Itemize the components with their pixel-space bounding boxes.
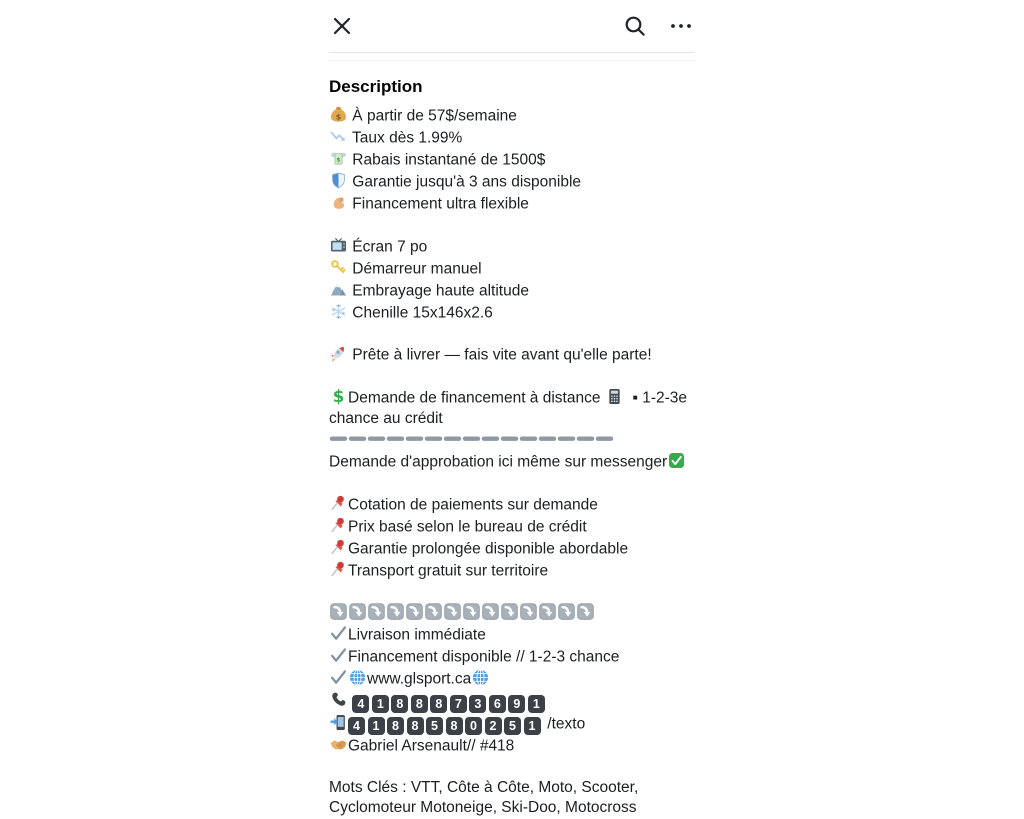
minus-icon	[348, 429, 367, 448]
line-text: Prix basé selon le bureau de crédit	[348, 518, 587, 535]
money-wings-icon	[329, 149, 348, 168]
keycap-digit: 3	[469, 695, 486, 713]
arrow-down-icon	[367, 602, 386, 621]
trend-down-icon	[329, 127, 348, 146]
description-line	[329, 149, 694, 171]
minus-icon	[329, 429, 348, 448]
dollar-icon	[329, 387, 348, 406]
line-text: /texto	[543, 715, 586, 732]
handshake-icon	[329, 735, 348, 754]
keycap-digit: 1	[372, 695, 389, 713]
line-text: Mots Clés : VTT, Côte à Côte, Moto, Scooter,	[329, 778, 639, 796]
sheet-top-edge	[329, 53, 694, 61]
line-text: Livraison immédiate	[348, 626, 486, 644]
line-text: Taux dès 1.99%	[348, 129, 463, 147]
line-text: chance au crédit	[329, 409, 443, 427]
minus-icon	[595, 429, 614, 448]
keycap-digit: 7	[450, 695, 467, 713]
description-line	[329, 646, 694, 668]
search-button[interactable]	[622, 13, 648, 39]
flex-biceps-icon	[329, 193, 348, 212]
keycap-digit: 6	[489, 695, 506, 713]
arrow-down-icon	[405, 602, 424, 621]
description-line	[329, 735, 694, 757]
keycap-digit: 8	[391, 695, 408, 713]
section-title: Description	[329, 77, 423, 96]
arrow-down-icon	[424, 602, 443, 621]
line-text: À partir de 57$/semaine	[348, 107, 517, 125]
phone-icon	[329, 690, 348, 709]
arrow-down-icon	[386, 602, 405, 621]
description-line	[329, 624, 694, 646]
description-line	[329, 451, 694, 473]
keycap-digit: 1	[524, 717, 541, 735]
blank-line	[329, 215, 694, 236]
check-gray-icon	[329, 624, 348, 643]
globe-icon	[348, 668, 367, 687]
mobile-arrow-icon	[329, 713, 348, 732]
pushpin-icon	[329, 516, 348, 535]
arrow-down-icon	[557, 602, 576, 621]
line-text: Financement disponible // 1-2-3 chance	[348, 648, 620, 666]
line-text: Garantie jusqu'à 3 ans disponible	[348, 173, 582, 191]
description-body	[329, 105, 694, 819]
more-options-icon	[669, 14, 693, 38]
minus-icon	[500, 429, 519, 448]
line-text: Cyclomoteur Motoneige, Ski-Doo, Motocross	[329, 799, 637, 816]
minus-icon	[405, 429, 424, 448]
snowflake-icon	[329, 302, 348, 321]
keycap-digit: 5	[426, 717, 443, 735]
line-text: Écran 7 po	[348, 238, 428, 255]
calculator-icon	[605, 387, 624, 406]
keycap-digit: 4	[348, 717, 365, 735]
arrow-down-icon	[348, 602, 367, 621]
keycap-digit: 5	[504, 717, 521, 735]
description-line	[329, 538, 694, 560]
keycap-digit: 1	[528, 695, 545, 713]
keycap-digit: 8	[430, 695, 447, 713]
line-text: Embrayage haute altitude	[348, 282, 529, 299]
arrow-down-icon	[500, 602, 519, 621]
pushpin-icon	[329, 538, 348, 557]
line-text: Transport gratuit sur territoire	[348, 562, 549, 579]
blank-line	[329, 582, 694, 603]
description-line	[329, 602, 694, 624]
line-text: Demande d'approbation ici même sur messenger	[329, 453, 668, 471]
description-line	[329, 560, 694, 582]
description-line	[329, 344, 694, 366]
line-text: Demande de financement à distance	[348, 389, 605, 406]
line-text: www.glsport.ca	[367, 670, 472, 688]
mountain-icon	[329, 280, 348, 299]
minus-icon	[576, 429, 595, 448]
check-gray-icon	[329, 668, 348, 687]
line-text: Financement ultra flexible	[348, 195, 529, 213]
description-line	[329, 516, 694, 538]
description-line	[329, 171, 694, 193]
line-text: Gabriel Arsenault// #418	[348, 737, 515, 755]
money-bag-icon	[329, 105, 348, 124]
arrow-down-icon	[519, 602, 538, 621]
keycap-digit: 8	[446, 717, 463, 735]
minus-icon	[538, 429, 557, 448]
arrow-down-icon	[462, 602, 481, 621]
more-options-button[interactable]	[668, 13, 694, 39]
shield-icon	[329, 171, 348, 190]
search-icon	[623, 14, 647, 38]
description-line	[329, 668, 694, 690]
arrow-down-icon	[443, 602, 462, 621]
line-text: Prête à livrer — fais vite avant qu'elle parte!	[348, 346, 652, 364]
description-line	[329, 690, 694, 713]
blank-line	[329, 366, 694, 387]
blank-line	[329, 757, 694, 778]
pushpin-icon	[329, 494, 348, 513]
description-line	[329, 387, 694, 409]
globe-icon	[471, 668, 490, 687]
minus-icon	[481, 429, 500, 448]
keycap-digit: 8	[407, 717, 424, 735]
description-line	[329, 429, 694, 451]
description-line	[329, 193, 694, 215]
minus-icon	[519, 429, 538, 448]
line-text: Chenille 15x146x2.6	[348, 304, 493, 321]
check-green-icon	[667, 451, 686, 470]
description-line	[329, 409, 694, 430]
description-line	[329, 258, 694, 280]
description-line	[329, 713, 694, 736]
keycap-digit: 4	[352, 695, 369, 713]
line-text: Rabais instantané de 1500$	[348, 151, 546, 169]
keycap-digit: 8	[411, 695, 428, 713]
close-button[interactable]	[329, 13, 355, 39]
description-line	[329, 280, 694, 302]
minus-icon	[462, 429, 481, 448]
minus-icon	[424, 429, 443, 448]
keycap-digit: 8	[387, 717, 404, 735]
arrow-down-icon	[481, 602, 500, 621]
description-line	[329, 798, 694, 819]
check-gray-icon	[329, 646, 348, 665]
line-text: Cotation de paiements sur demande	[348, 496, 598, 513]
description-line	[329, 302, 694, 324]
pushpin-icon	[329, 560, 348, 579]
description-line	[329, 105, 694, 127]
keycap-digit: 9	[508, 695, 525, 713]
description-line	[329, 494, 694, 516]
arrow-down-icon	[538, 602, 557, 621]
minus-icon	[443, 429, 462, 448]
arrow-down-icon	[576, 602, 595, 621]
topbar	[329, 0, 694, 53]
keycap-digit: 1	[368, 717, 385, 735]
keycap-digit: 2	[485, 717, 502, 735]
minus-icon	[386, 429, 405, 448]
key-icon	[329, 258, 348, 277]
arrow-down-icon	[329, 602, 348, 621]
line-text: Garantie prolongée disponible abordable	[348, 540, 629, 557]
blank-line	[329, 473, 694, 494]
blank-line	[329, 324, 694, 345]
line-text: Démarreur manuel	[348, 260, 482, 277]
close-icon	[330, 14, 354, 38]
description-line	[329, 778, 694, 799]
line-text: ▪ 1-2-3e	[623, 389, 687, 406]
minus-icon	[557, 429, 576, 448]
keycap-digit: 0	[465, 717, 482, 735]
description-line	[329, 236, 694, 258]
minus-icon	[367, 429, 386, 448]
rocket-icon	[329, 344, 348, 363]
description-sheet	[329, 0, 694, 816]
description-line	[329, 127, 694, 149]
tv-icon	[329, 236, 348, 255]
